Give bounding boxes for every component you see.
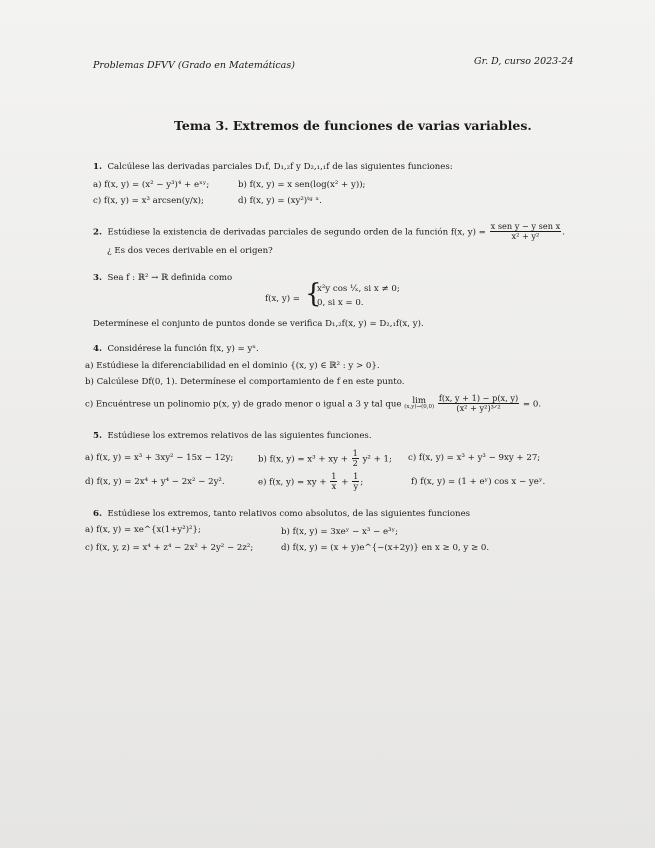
problem-5e-frac1-numerator: 1: [331, 471, 337, 481]
problem-6a: a) f(x, y) = xe^{x(1+y²)²};: [85, 525, 201, 535]
problem-5-number: 5.: [93, 431, 102, 441]
problem-5e-frac1-denominator: x: [331, 481, 337, 492]
problem-2-frac-numerator: x sen y − y sen x: [490, 221, 561, 231]
problem-4-text: Considérese la función f(x, y) = yˣ.: [107, 344, 259, 354]
problem-5b-frac-denominator: 2: [352, 458, 358, 469]
problem-5b-fraction: [352, 449, 359, 469]
problem-2-line2: ¿ Es dos veces derivable en el origen?: [107, 246, 273, 256]
problem-4c-frac-denominator: (x² + y²)³ᐟ²: [456, 403, 501, 414]
problem-3-case1: x²y cos ¹⁄ₓ, si x ≠ 0;: [317, 284, 400, 294]
header-group: Gr. D, curso 2023-24: [474, 56, 574, 67]
problem-6c: c) f(x, y, z) = x⁴ + z⁴ − 2x² + 2y² − 2z²;: [85, 543, 254, 553]
problem-2-end: .: [562, 227, 565, 238]
problem-5b-frac-numerator: 1: [352, 448, 358, 458]
problem-5d: d) f(x, y) = 2x⁴ + y⁴ − 2x² − 2y².: [85, 477, 225, 487]
problem-2-text: Estúdiese la existencia de derivadas parciales de segundo orden de la función f(x, y) =: [107, 227, 486, 238]
problem-5b-pre: b) f(x, y) = x³ + xy +: [258, 454, 348, 465]
problem-4c-fraction: [438, 394, 519, 414]
problem-4c-end: = 0.: [522, 399, 542, 410]
problem-6d: d) f(x, y) = (x + y)e^{−(x+2y)} en x ≥ 0, y ≥ 0.: [281, 543, 490, 553]
problem-1b: b) f(x, y) = x sen(log(x² + y));: [238, 180, 366, 190]
problem-4c-lim: lim: [412, 395, 427, 406]
problem-5e-fraction-1: [330, 472, 337, 492]
problem-5c: c) f(x, y) = x³ + y³ − 9xy + 27;: [408, 453, 541, 463]
problem-1d: d) f(x, y) = (xy²)ᵗᵍ ˣ.: [238, 196, 322, 206]
problem-3-line2: Determínese el conjunto de puntos donde se verifica D₁,₂f(x, y) = D₂,₁f(x, y).: [93, 319, 424, 329]
problem-3-statement: [93, 273, 232, 283]
problem-4-statement: [93, 344, 259, 354]
problem-4-number: 4.: [93, 344, 102, 354]
problem-2-fraction: [490, 222, 562, 242]
problem-5e-end: ;: [360, 477, 364, 488]
problem-4c: [85, 394, 541, 414]
problem-5a: a) f(x, y) = x³ + 3xy² − 15x − 12y;: [85, 453, 234, 463]
problem-1-statement: [93, 162, 453, 172]
problem-6-statement: [93, 509, 470, 519]
problem-3-number: 3.: [93, 273, 102, 283]
problem-1c: c) f(x, y) = x³ arcsen(y/x);: [93, 196, 204, 206]
problem-3-lhs: f(x, y) =: [265, 294, 300, 304]
problem-4c-lim-sub: (x,y)→(0,0): [404, 404, 435, 411]
problem-6b: b) f(x, y) = 3xeʸ − x³ − e³ʸ;: [281, 527, 399, 537]
problem-2-frac-denominator: x² + y²: [511, 231, 540, 242]
problem-4c-limit: [404, 397, 434, 411]
problem-3-case2: 0, si x = 0.: [317, 298, 364, 308]
problem-4c-frac-numerator: f(x, y + 1) − p(x, y): [438, 393, 519, 403]
page-title: Tema 3. Extremos de funciones de varias variables.: [174, 118, 532, 133]
header-course: Problemas DFVV (Grado en Matemáticas): [93, 60, 295, 71]
problem-5b: [258, 449, 392, 469]
problem-5e-fraction-2: [352, 472, 359, 492]
problem-5e-frac2-numerator: 1: [353, 471, 359, 481]
problem-4a: a) Estúdiese la diferenciabilidad en el dominio {(x, y) ∈ ℝ² : y > 0}.: [85, 361, 380, 371]
problem-2-statement: [93, 222, 565, 242]
problem-1-number: 1.: [93, 162, 102, 172]
problem-6-text: Estúdiese los extremos, tanto relativos como absolutos, de las siguientes funciones: [107, 509, 471, 519]
problem-2-number: 2.: [93, 227, 102, 238]
problem-1-text: Calcúlese las derivadas parciales D₁f, D₁,₂f y D₂,₁,₁f de las siguientes funciones:: [107, 162, 453, 172]
problem-5-statement: [93, 431, 372, 441]
problem-4b: b) Calcúlese Df(0, 1). Determínese el comportamiento de f en este punto.: [85, 377, 405, 387]
problem-1a: a) f(x, y) = (x² − y³)⁴ + eˣʸ;: [93, 180, 210, 190]
problem-5f: f) f(x, y) = (1 + eʸ) cos x − yeʸ.: [411, 477, 546, 487]
problem-4c-text: c) Encuéntrese un polinomio p(x, y) de grado menor o igual a 3 y tal que: [85, 399, 402, 410]
problem-5b-post: y² + 1;: [362, 454, 392, 465]
problem-5e-frac2-denominator: y: [353, 481, 359, 492]
problem-3-text: Sea f : ℝ² → ℝ definida como: [107, 273, 233, 283]
problem-3-brace: {: [305, 279, 322, 309]
problem-6-number: 6.: [93, 509, 102, 519]
problem-5e: [258, 472, 363, 492]
problem-5e-plus: +: [341, 477, 349, 488]
problem-5e-pre: e) f(x, y) = xy +: [258, 477, 327, 488]
problem-5-text: Estúdiese los extremos relativos de las siguientes funciones.: [107, 431, 372, 441]
